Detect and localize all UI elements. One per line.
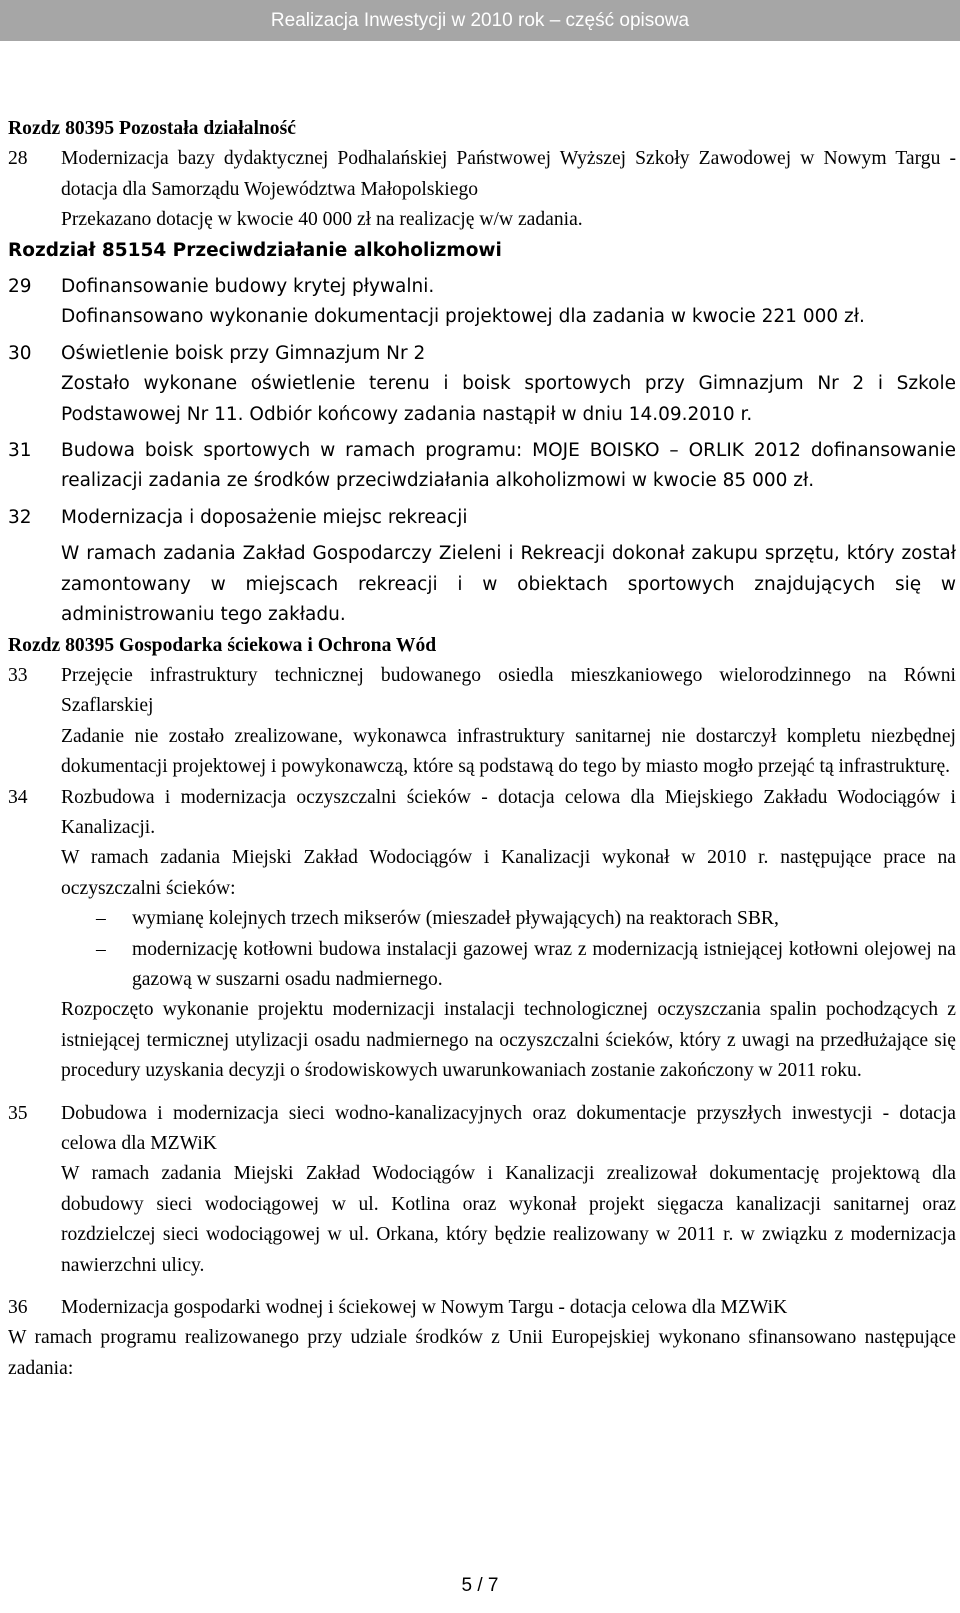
dash-bullet-icon: –	[96, 908, 106, 930]
bullet-text: wymianę kolejnych trzech mikserów (mieszadeł pływających) na reaktorach SBR,	[132, 908, 779, 930]
section-heading: Rozdz 80395 Pozostała działalność	[8, 118, 296, 139]
item-number: 28	[8, 148, 28, 170]
item-description: Dofinansowano wykonanie dokumentacji projektowej dla zadania w kwocie 221 000 zł.	[61, 306, 865, 328]
list-item	[8, 1293, 956, 1323]
item-title: Przejęcie infrastruktury technicznej budowanego osiedla mieszkaniowego wielorodzinnego na Równi Szaflarskiej	[61, 664, 956, 717]
list-item	[8, 436, 956, 497]
item-title: Budowa boisk sportowych w ramach programu: MOJE BOISKO – ORLIK 2012 dofinansowanie realizacji zadania ze środków przeciwdziałania alkoholizmowi w kwocie 85 000 zł.	[61, 440, 956, 492]
closing-paragraph: W ramach programu realizowanego przy udziale środków z Unii Europejskiej wykonano sfinansowano następujące zadania:	[8, 1327, 956, 1379]
page-number: 5 / 7	[461, 1575, 499, 1596]
list-item	[8, 1099, 956, 1281]
document-body	[8, 114, 956, 1384]
item-number: 31	[8, 440, 32, 462]
page-header-band	[0, 0, 960, 41]
item-description: Zostało wykonane oświetlenie terenu i boisk sportowych przy Gimnazjum Nr 2 i Szkole Podstawowej Nr 11. Odbiór końcowy zadania nastąpił w dniu 14.09.2010 r.	[61, 373, 956, 425]
item-outro: Rozpoczęto wykonanie projektu modernizacji instalacji technologicznej oczyszczania spalin pochodzących z istniejącej termicznej utylizacji osadu nadmiernego na oczyszczalni ścieków, który z uwagi na przedłużające się procedury uzyskania decyzji o środowiskowych uwarunkowaniach zostanie zakończony w 2011 roku.	[61, 999, 956, 1082]
item-number: 30	[8, 342, 32, 364]
item-number: 29	[8, 276, 32, 298]
item-title: Oświetlenie boisk przy Gimnazjum Nr 2	[61, 342, 426, 364]
item-title: Dofinansowanie budowy krytej pływalni.	[61, 276, 435, 298]
item-title: Modernizacja gospodarki wodnej i ściekowej w Nowym Targu - dotacja celowa dla MZWiK	[61, 1297, 788, 1319]
bullet-item	[61, 935, 956, 996]
page-header-title: Realizacja Inwestycji w 2010 rok – część opisowa	[270, 10, 690, 31]
list-item	[8, 661, 956, 783]
bullet-item	[61, 904, 956, 934]
item-number: 32	[8, 506, 32, 528]
bullet-list	[61, 904, 956, 995]
item-intro: W ramach zadania Miejski Zakład Wodociągów i Kanalizacji wykonał w 2010 r. następujące prace na oczyszczalni ścieków:	[61, 847, 956, 899]
item-number: 33	[8, 664, 28, 686]
list-item	[8, 503, 956, 631]
section-heading: Rozdz 80395 Gospodarka ściekowa i Ochrona Wód	[8, 634, 437, 656]
item-description: W ramach zadania Miejski Zakład Wodociągów i Kanalizacji zrealizował dokumentację projektową dla dobudowy sieci wodociągowej w ul. Kotlina oraz wykonał projekt sięgacza kanalizacji sanitarnej oraz rozdzielczej sieci wodociągowej w ul. Orkana, który będzie realizowany w 2011 r. w związku z modernizacja nawierzchni ulicy.	[61, 1163, 956, 1276]
dash-bullet-icon: –	[96, 938, 106, 960]
bullet-text: modernizację kotłowni budowa instalacji gazowej wraz z modernizacją istniejącej kotłowni olejowej na gazową w suszarni osadu nadmiernego.	[132, 938, 956, 990]
section-heading: Rozdział 85154 Przeciwdziałanie alkoholizmowi	[8, 239, 502, 261]
list-item	[8, 144, 956, 235]
item-title: Rozbudowa i modernizacja oczyszczalni ścieków - dotacja celowa dla Miejskiego Zakładu Wodociągów i Kanalizacji.	[61, 786, 956, 838]
item-title: Modernizacja bazy dydaktycznej Podhalańskiej Państwowej Wyższej Szkoły Zawodowej w Nowym Targu - dotacja dla Samorządu Województwa Małopolskiego	[61, 148, 956, 200]
item-number: 36	[8, 1297, 28, 1319]
item-description: W ramach zadania Zakład Gospodarczy Zieleni i Rekreacji dokonał zakupu sprzętu, który został zamontowany w miejscach rekreacji i w obiektach sportowych znajdujących się w administrowaniu tego zakładu.	[61, 543, 956, 626]
item-description: Przekazano dotację w kwocie 40 000 zł na realizację w/w zadania.	[61, 209, 583, 231]
item-number: 34	[8, 786, 28, 808]
list-item	[8, 339, 956, 430]
item-title: Dobudowa i modernizacja sieci wodno-kanalizacyjnych oraz dokumentacje przyszłych inwestycji - dotacja celowa dla MZWiK	[61, 1102, 956, 1154]
list-item	[8, 272, 956, 333]
item-title: Modernizacja i doposażenie miejsc rekreacji	[61, 506, 468, 528]
item-description: Zadanie nie zostało zrealizowane, wykonawca infrastruktury sanitarnej nie dostarczył kompletu niezbędnej dokumentacji projektowej i powykonawczą, które są podstawą do tego by miasto mogło przejąć tą infrastrukturę.	[61, 725, 956, 778]
item-number: 35	[8, 1102, 28, 1124]
list-item	[8, 783, 956, 1087]
